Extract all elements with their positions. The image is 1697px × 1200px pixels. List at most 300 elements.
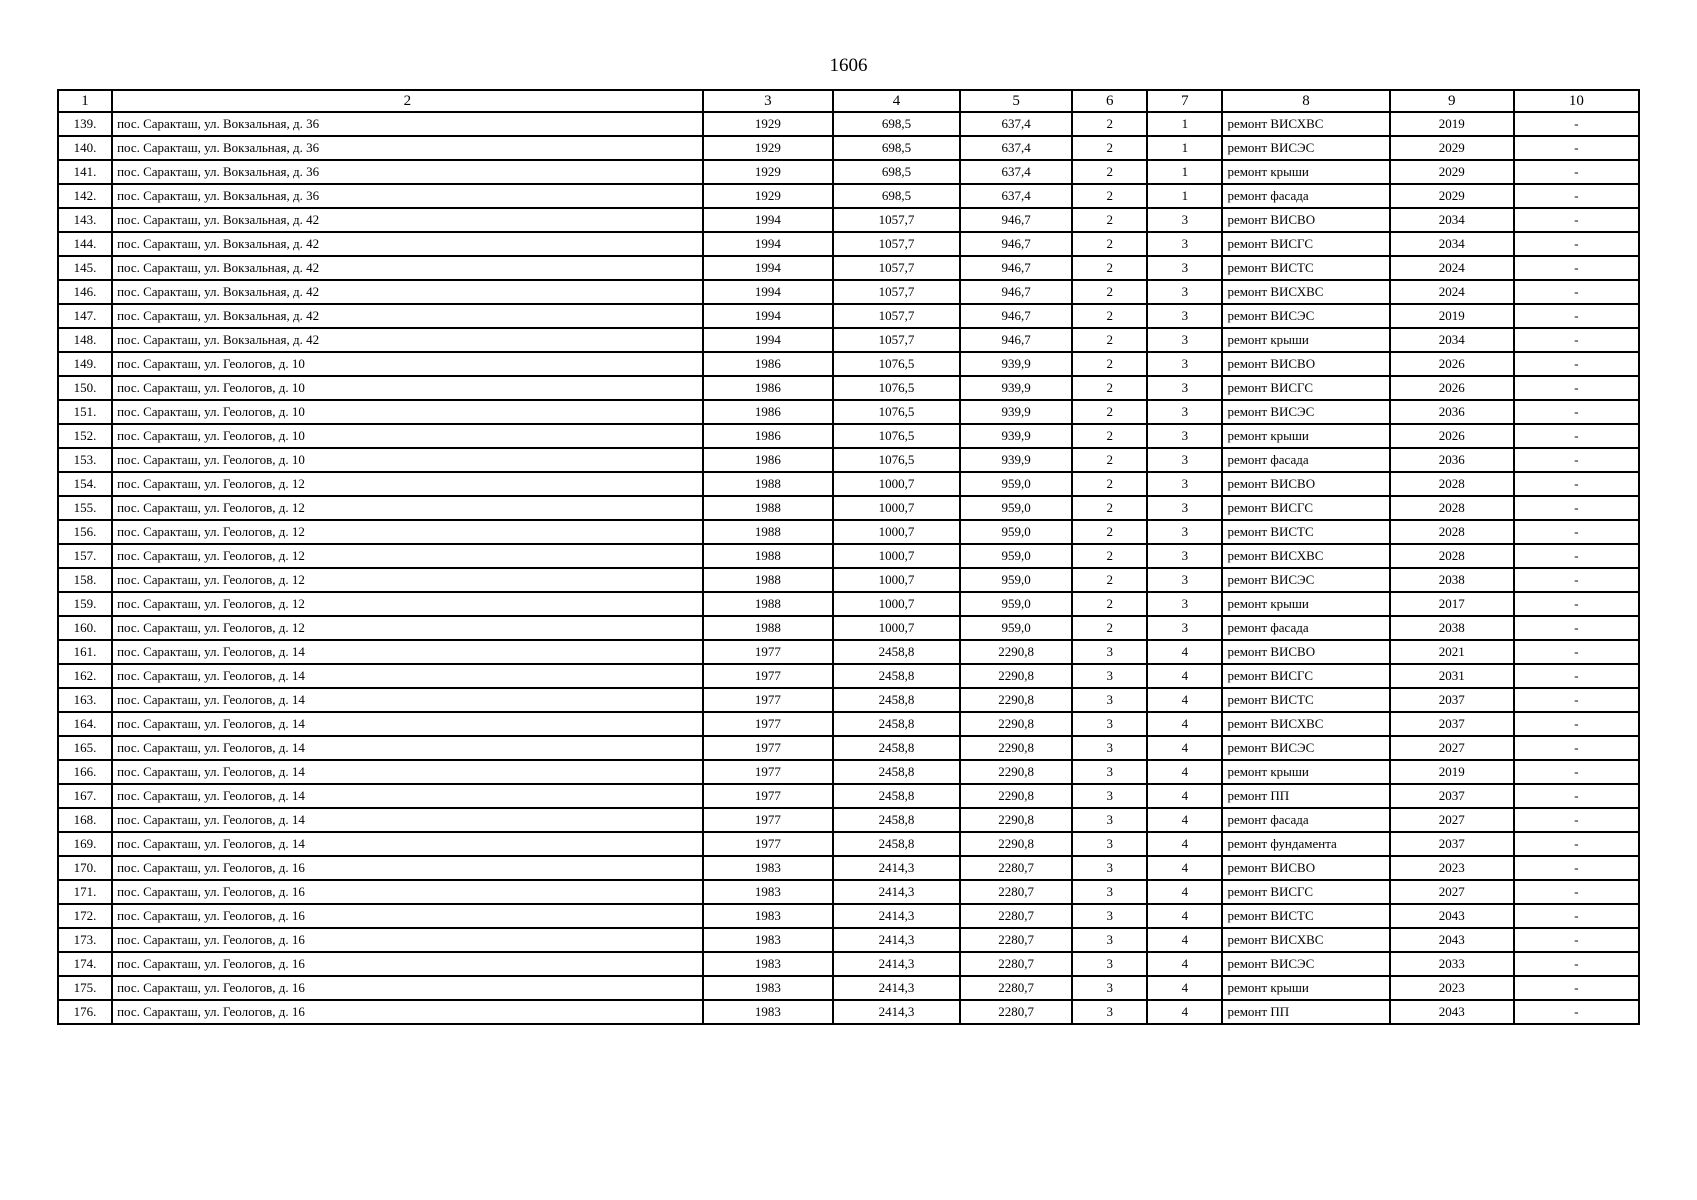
- floors-cell: 2: [1072, 232, 1147, 256]
- living-area-cell: 2280,7: [960, 1000, 1072, 1024]
- note-cell: -: [1514, 928, 1639, 952]
- table-row: [58, 616, 1639, 640]
- address-cell: пос. Саракташ, ул. Геологов, д. 16: [112, 976, 703, 1000]
- entrances-cell: 3: [1147, 568, 1222, 592]
- table-header-row: [58, 90, 1639, 112]
- address-cell: пос. Саракташ, ул. Геологов, д. 16: [112, 904, 703, 928]
- row-number-cell: 173.: [58, 928, 112, 952]
- planned-year-cell: 2034: [1390, 328, 1514, 352]
- row-number-cell: 144.: [58, 232, 112, 256]
- total-area-cell: 1000,7: [833, 472, 960, 496]
- floors-cell: 2: [1072, 616, 1147, 640]
- total-area-cell: 1000,7: [833, 544, 960, 568]
- total-area-cell: 698,5: [833, 160, 960, 184]
- note-cell: -: [1514, 184, 1639, 208]
- entrances-cell: 3: [1147, 592, 1222, 616]
- year-built-cell: 1983: [703, 904, 833, 928]
- note-cell: -: [1514, 712, 1639, 736]
- address-cell: пос. Саракташ, ул. Геологов, д. 10: [112, 424, 703, 448]
- address-cell: пос. Саракташ, ул. Геологов, д. 12: [112, 544, 703, 568]
- page-number: 1606: [829, 55, 868, 76]
- living-area-cell: 2280,7: [960, 952, 1072, 976]
- address-cell: пос. Саракташ, ул. Геологов, д. 12: [112, 472, 703, 496]
- total-area-cell: 1057,7: [833, 232, 960, 256]
- entrances-cell: 3: [1147, 328, 1222, 352]
- address-cell: пос. Саракташ, ул. Геологов, д. 14: [112, 808, 703, 832]
- year-built-cell: 1988: [703, 592, 833, 616]
- living-area-cell: 2290,8: [960, 664, 1072, 688]
- entrances-cell: 3: [1147, 304, 1222, 328]
- address-cell: пос. Саракташ, ул. Вокзальная, д. 42: [112, 304, 703, 328]
- note-cell: -: [1514, 136, 1639, 160]
- table-row: [58, 832, 1639, 856]
- living-area-cell: 2280,7: [960, 880, 1072, 904]
- row-number-cell: 172.: [58, 904, 112, 928]
- entrances-cell: 4: [1147, 976, 1222, 1000]
- year-built-cell: 1986: [703, 448, 833, 472]
- floors-cell: 3: [1072, 832, 1147, 856]
- entrances-cell: 3: [1147, 496, 1222, 520]
- year-built-cell: 1929: [703, 160, 833, 184]
- entrances-cell: 4: [1147, 904, 1222, 928]
- note-cell: -: [1514, 256, 1639, 280]
- note-cell: -: [1514, 880, 1639, 904]
- work-type-cell: ремонт ВИСГС: [1222, 664, 1389, 688]
- row-number-cell: 175.: [58, 976, 112, 1000]
- table-row: [58, 1000, 1639, 1024]
- row-number-cell: 157.: [58, 544, 112, 568]
- row-number-cell: 155.: [58, 496, 112, 520]
- address-cell: пос. Саракташ, ул. Вокзальная, д. 36: [112, 136, 703, 160]
- planned-year-cell: 2034: [1390, 232, 1514, 256]
- address-cell: пос. Саракташ, ул. Геологов, д. 12: [112, 616, 703, 640]
- note-cell: -: [1514, 160, 1639, 184]
- table-row: [58, 952, 1639, 976]
- planned-year-cell: 2036: [1390, 448, 1514, 472]
- planned-year-cell: 2019: [1390, 112, 1514, 136]
- total-area-cell: 2458,8: [833, 688, 960, 712]
- row-number-cell: 165.: [58, 736, 112, 760]
- table-row: [58, 568, 1639, 592]
- entrances-cell: 3: [1147, 280, 1222, 304]
- row-number-cell: 174.: [58, 952, 112, 976]
- note-cell: -: [1514, 760, 1639, 784]
- entrances-cell: 1: [1147, 136, 1222, 160]
- table-row: [58, 472, 1639, 496]
- year-built-cell: 1988: [703, 520, 833, 544]
- floors-cell: 3: [1072, 688, 1147, 712]
- note-cell: -: [1514, 616, 1639, 640]
- table-row: [58, 208, 1639, 232]
- floors-cell: 3: [1072, 736, 1147, 760]
- work-type-cell: ремонт крыши: [1222, 760, 1389, 784]
- planned-year-cell: 2037: [1390, 712, 1514, 736]
- planned-year-cell: 2028: [1390, 496, 1514, 520]
- note-cell: -: [1514, 376, 1639, 400]
- total-area-cell: 1000,7: [833, 568, 960, 592]
- living-area-cell: 2280,7: [960, 856, 1072, 880]
- floors-cell: 2: [1072, 544, 1147, 568]
- entrances-cell: 3: [1147, 544, 1222, 568]
- floors-cell: 3: [1072, 976, 1147, 1000]
- table-row: [58, 184, 1639, 208]
- note-cell: -: [1514, 736, 1639, 760]
- work-type-cell: ремонт ВИСВО: [1222, 472, 1389, 496]
- table-row: [58, 904, 1639, 928]
- entrances-cell: 1: [1147, 184, 1222, 208]
- planned-year-cell: 2017: [1390, 592, 1514, 616]
- row-number-cell: 154.: [58, 472, 112, 496]
- planned-year-cell: 2029: [1390, 136, 1514, 160]
- row-number-cell: 166.: [58, 760, 112, 784]
- floors-cell: 3: [1072, 952, 1147, 976]
- row-number-cell: 151.: [58, 400, 112, 424]
- living-area-cell: 959,0: [960, 520, 1072, 544]
- year-built-cell: 1986: [703, 352, 833, 376]
- entrances-cell: 1: [1147, 160, 1222, 184]
- living-area-cell: 959,0: [960, 472, 1072, 496]
- work-type-cell: ремонт ВИСЭС: [1222, 304, 1389, 328]
- note-cell: -: [1514, 328, 1639, 352]
- planned-year-cell: 2028: [1390, 520, 1514, 544]
- note-cell: -: [1514, 832, 1639, 856]
- table-row: [58, 592, 1639, 616]
- year-built-cell: 1994: [703, 328, 833, 352]
- address-cell: пос. Саракташ, ул. Геологов, д. 14: [112, 664, 703, 688]
- total-area-cell: 2414,3: [833, 952, 960, 976]
- table-row: [58, 424, 1639, 448]
- living-area-cell: 637,4: [960, 112, 1072, 136]
- work-type-cell: ремонт ВИСВО: [1222, 352, 1389, 376]
- planned-year-cell: 2027: [1390, 736, 1514, 760]
- work-type-cell: ремонт ВИСГС: [1222, 496, 1389, 520]
- living-area-cell: 959,0: [960, 616, 1072, 640]
- total-area-cell: 2458,8: [833, 640, 960, 664]
- table-row: [58, 856, 1639, 880]
- floors-cell: 3: [1072, 808, 1147, 832]
- floors-cell: 3: [1072, 640, 1147, 664]
- address-cell: пос. Саракташ, ул. Геологов, д. 14: [112, 784, 703, 808]
- table-row: [58, 280, 1639, 304]
- note-cell: -: [1514, 424, 1639, 448]
- total-area-cell: 2458,8: [833, 712, 960, 736]
- table-row: [58, 760, 1639, 784]
- living-area-cell: 2290,8: [960, 760, 1072, 784]
- planned-year-cell: 2027: [1390, 808, 1514, 832]
- entrances-cell: 1: [1147, 112, 1222, 136]
- work-type-cell: ремонт ВИСТС: [1222, 256, 1389, 280]
- total-area-cell: 1057,7: [833, 256, 960, 280]
- row-number-cell: 148.: [58, 328, 112, 352]
- year-built-cell: 1977: [703, 688, 833, 712]
- living-area-cell: 939,9: [960, 352, 1072, 376]
- note-cell: -: [1514, 664, 1639, 688]
- note-cell: -: [1514, 208, 1639, 232]
- year-built-cell: 1977: [703, 760, 833, 784]
- entrances-cell: 3: [1147, 424, 1222, 448]
- work-type-cell: ремонт ВИСВО: [1222, 208, 1389, 232]
- address-cell: пос. Саракташ, ул. Геологов, д. 16: [112, 1000, 703, 1024]
- address-cell: пос. Саракташ, ул. Вокзальная, д. 42: [112, 232, 703, 256]
- floors-cell: 2: [1072, 160, 1147, 184]
- row-number-cell: 164.: [58, 712, 112, 736]
- row-number-cell: 168.: [58, 808, 112, 832]
- planned-year-cell: 2038: [1390, 568, 1514, 592]
- living-area-cell: 2290,8: [960, 640, 1072, 664]
- total-area-cell: 1057,7: [833, 328, 960, 352]
- table-row: [58, 376, 1639, 400]
- year-built-cell: 1977: [703, 784, 833, 808]
- address-cell: пос. Саракташ, ул. Геологов, д. 10: [112, 400, 703, 424]
- note-cell: -: [1514, 520, 1639, 544]
- work-type-cell: ремонт ВИСВО: [1222, 640, 1389, 664]
- floors-cell: 2: [1072, 472, 1147, 496]
- table-row: [58, 880, 1639, 904]
- total-area-cell: 1000,7: [833, 496, 960, 520]
- note-cell: -: [1514, 904, 1639, 928]
- floors-cell: 2: [1072, 592, 1147, 616]
- floors-cell: 2: [1072, 496, 1147, 520]
- floors-cell: 2: [1072, 136, 1147, 160]
- work-type-cell: ремонт крыши: [1222, 328, 1389, 352]
- table-row: [58, 736, 1639, 760]
- entrances-cell: 3: [1147, 208, 1222, 232]
- table-row: [58, 712, 1639, 736]
- column-header: 10: [1514, 90, 1639, 112]
- work-type-cell: ремонт фундамента: [1222, 832, 1389, 856]
- table-row: [58, 640, 1639, 664]
- row-number-cell: 143.: [58, 208, 112, 232]
- year-built-cell: 1986: [703, 400, 833, 424]
- row-number-cell: 160.: [58, 616, 112, 640]
- floors-cell: 2: [1072, 328, 1147, 352]
- floors-cell: 3: [1072, 760, 1147, 784]
- total-area-cell: 1057,7: [833, 304, 960, 328]
- work-type-cell: ремонт ВИСВО: [1222, 856, 1389, 880]
- work-type-cell: ремонт ВИСЭС: [1222, 400, 1389, 424]
- note-cell: -: [1514, 496, 1639, 520]
- year-built-cell: 1986: [703, 424, 833, 448]
- year-built-cell: 1983: [703, 928, 833, 952]
- total-area-cell: 1076,5: [833, 400, 960, 424]
- floors-cell: 3: [1072, 712, 1147, 736]
- total-area-cell: 1076,5: [833, 352, 960, 376]
- planned-year-cell: 2019: [1390, 304, 1514, 328]
- row-number-cell: 150.: [58, 376, 112, 400]
- year-built-cell: 1994: [703, 232, 833, 256]
- table-row: [58, 448, 1639, 472]
- address-cell: пос. Саракташ, ул. Геологов, д. 12: [112, 520, 703, 544]
- floors-cell: 2: [1072, 280, 1147, 304]
- year-built-cell: 1994: [703, 280, 833, 304]
- year-built-cell: 1994: [703, 256, 833, 280]
- row-number-cell: 176.: [58, 1000, 112, 1024]
- work-type-cell: ремонт ВИСЭС: [1222, 568, 1389, 592]
- planned-year-cell: 2036: [1390, 400, 1514, 424]
- note-cell: -: [1514, 448, 1639, 472]
- total-area-cell: 2414,3: [833, 976, 960, 1000]
- total-area-cell: 1076,5: [833, 448, 960, 472]
- year-built-cell: 1988: [703, 496, 833, 520]
- living-area-cell: 946,7: [960, 304, 1072, 328]
- entrances-cell: 3: [1147, 472, 1222, 496]
- address-cell: пос. Саракташ, ул. Геологов, д. 16: [112, 856, 703, 880]
- work-type-cell: ремонт ВИСЭС: [1222, 136, 1389, 160]
- entrances-cell: 4: [1147, 856, 1222, 880]
- total-area-cell: 698,5: [833, 184, 960, 208]
- note-cell: -: [1514, 112, 1639, 136]
- column-header: 8: [1222, 90, 1389, 112]
- living-area-cell: 939,9: [960, 448, 1072, 472]
- living-area-cell: 2290,8: [960, 712, 1072, 736]
- planned-year-cell: 2043: [1390, 1000, 1514, 1024]
- entrances-cell: 3: [1147, 616, 1222, 640]
- note-cell: -: [1514, 1000, 1639, 1024]
- note-cell: -: [1514, 352, 1639, 376]
- living-area-cell: 946,7: [960, 232, 1072, 256]
- total-area-cell: 2414,3: [833, 880, 960, 904]
- entrances-cell: 4: [1147, 808, 1222, 832]
- floors-cell: 2: [1072, 304, 1147, 328]
- total-area-cell: 1000,7: [833, 592, 960, 616]
- work-type-cell: ремонт ВИСТС: [1222, 904, 1389, 928]
- address-cell: пос. Саракташ, ул. Геологов, д. 14: [112, 688, 703, 712]
- work-type-cell: ремонт фасада: [1222, 808, 1389, 832]
- work-type-cell: ремонт ВИСГС: [1222, 880, 1389, 904]
- year-built-cell: 1983: [703, 856, 833, 880]
- entrances-cell: 4: [1147, 952, 1222, 976]
- work-type-cell: ремонт крыши: [1222, 592, 1389, 616]
- entrances-cell: 4: [1147, 664, 1222, 688]
- entrances-cell: 3: [1147, 232, 1222, 256]
- address-cell: пос. Саракташ, ул. Геологов, д. 14: [112, 736, 703, 760]
- floors-cell: 2: [1072, 208, 1147, 232]
- living-area-cell: 2290,8: [960, 784, 1072, 808]
- column-header: 4: [833, 90, 960, 112]
- year-built-cell: 1977: [703, 736, 833, 760]
- floors-cell: 3: [1072, 1000, 1147, 1024]
- total-area-cell: 2458,8: [833, 808, 960, 832]
- floors-cell: 3: [1072, 904, 1147, 928]
- entrances-cell: 4: [1147, 760, 1222, 784]
- address-cell: пос. Саракташ, ул. Геологов, д. 16: [112, 952, 703, 976]
- address-cell: пос. Саракташ, ул. Геологов, д. 14: [112, 712, 703, 736]
- entrances-cell: 3: [1147, 400, 1222, 424]
- living-area-cell: 946,7: [960, 280, 1072, 304]
- table-row: [58, 112, 1639, 136]
- planned-year-cell: 2026: [1390, 424, 1514, 448]
- work-type-cell: ремонт ВИСХВС: [1222, 712, 1389, 736]
- entrances-cell: 4: [1147, 688, 1222, 712]
- year-built-cell: 1983: [703, 952, 833, 976]
- year-built-cell: 1986: [703, 376, 833, 400]
- table-row: [58, 928, 1639, 952]
- work-type-cell: ремонт ВИСХВС: [1222, 280, 1389, 304]
- year-built-cell: 1988: [703, 544, 833, 568]
- work-type-cell: ремонт ВИСХВС: [1222, 112, 1389, 136]
- total-area-cell: 2458,8: [833, 784, 960, 808]
- table-row: [58, 328, 1639, 352]
- total-area-cell: 1057,7: [833, 208, 960, 232]
- note-cell: -: [1514, 544, 1639, 568]
- column-header: 3: [703, 90, 833, 112]
- living-area-cell: 2280,7: [960, 928, 1072, 952]
- floors-cell: 2: [1072, 376, 1147, 400]
- note-cell: -: [1514, 304, 1639, 328]
- floors-cell: 3: [1072, 856, 1147, 880]
- entrances-cell: 3: [1147, 448, 1222, 472]
- address-cell: пос. Саракташ, ул. Геологов, д. 16: [112, 880, 703, 904]
- entrances-cell: 3: [1147, 352, 1222, 376]
- living-area-cell: 959,0: [960, 568, 1072, 592]
- row-number-cell: 153.: [58, 448, 112, 472]
- work-type-cell: ремонт ВИСХВС: [1222, 928, 1389, 952]
- row-number-cell: 141.: [58, 160, 112, 184]
- row-number-cell: 167.: [58, 784, 112, 808]
- year-built-cell: 1929: [703, 112, 833, 136]
- living-area-cell: 959,0: [960, 496, 1072, 520]
- note-cell: -: [1514, 976, 1639, 1000]
- total-area-cell: 2414,3: [833, 904, 960, 928]
- planned-year-cell: 2031: [1390, 664, 1514, 688]
- repair-schedule-table: [57, 89, 1640, 1025]
- planned-year-cell: 2033: [1390, 952, 1514, 976]
- address-cell: пос. Саракташ, ул. Геологов, д. 12: [112, 592, 703, 616]
- address-cell: пос. Саракташ, ул. Геологов, д. 14: [112, 760, 703, 784]
- address-cell: пос. Саракташ, ул. Геологов, д. 12: [112, 496, 703, 520]
- address-cell: пос. Саракташ, ул. Геологов, д. 10: [112, 352, 703, 376]
- work-type-cell: ремонт фасада: [1222, 448, 1389, 472]
- work-type-cell: ремонт ВИСЭС: [1222, 736, 1389, 760]
- planned-year-cell: 2024: [1390, 280, 1514, 304]
- table-row: [58, 688, 1639, 712]
- planned-year-cell: 2026: [1390, 352, 1514, 376]
- living-area-cell: 637,4: [960, 184, 1072, 208]
- living-area-cell: 946,7: [960, 208, 1072, 232]
- address-cell: пос. Саракташ, ул. Геологов, д. 12: [112, 568, 703, 592]
- row-number-cell: 139.: [58, 112, 112, 136]
- address-cell: пос. Саракташ, ул. Геологов, д. 10: [112, 376, 703, 400]
- row-number-cell: 147.: [58, 304, 112, 328]
- living-area-cell: 2280,7: [960, 904, 1072, 928]
- entrances-cell: 4: [1147, 1000, 1222, 1024]
- table-row: [58, 256, 1639, 280]
- planned-year-cell: 2038: [1390, 616, 1514, 640]
- address-cell: пос. Саракташ, ул. Геологов, д. 14: [112, 640, 703, 664]
- planned-year-cell: 2023: [1390, 856, 1514, 880]
- planned-year-cell: 2029: [1390, 160, 1514, 184]
- row-number-cell: 171.: [58, 880, 112, 904]
- work-type-cell: ремонт ВИСГС: [1222, 376, 1389, 400]
- column-header: 6: [1072, 90, 1147, 112]
- column-header: 7: [1147, 90, 1222, 112]
- note-cell: -: [1514, 952, 1639, 976]
- total-area-cell: 2458,8: [833, 832, 960, 856]
- entrances-cell: 3: [1147, 256, 1222, 280]
- table-row: [58, 400, 1639, 424]
- planned-year-cell: 2043: [1390, 928, 1514, 952]
- note-cell: -: [1514, 232, 1639, 256]
- total-area-cell: 1000,7: [833, 616, 960, 640]
- table-row: [58, 976, 1639, 1000]
- planned-year-cell: 2024: [1390, 256, 1514, 280]
- table-row: [58, 496, 1639, 520]
- living-area-cell: 939,9: [960, 424, 1072, 448]
- year-built-cell: 1994: [703, 208, 833, 232]
- row-number-cell: 152.: [58, 424, 112, 448]
- entrances-cell: 4: [1147, 736, 1222, 760]
- floors-cell: 2: [1072, 568, 1147, 592]
